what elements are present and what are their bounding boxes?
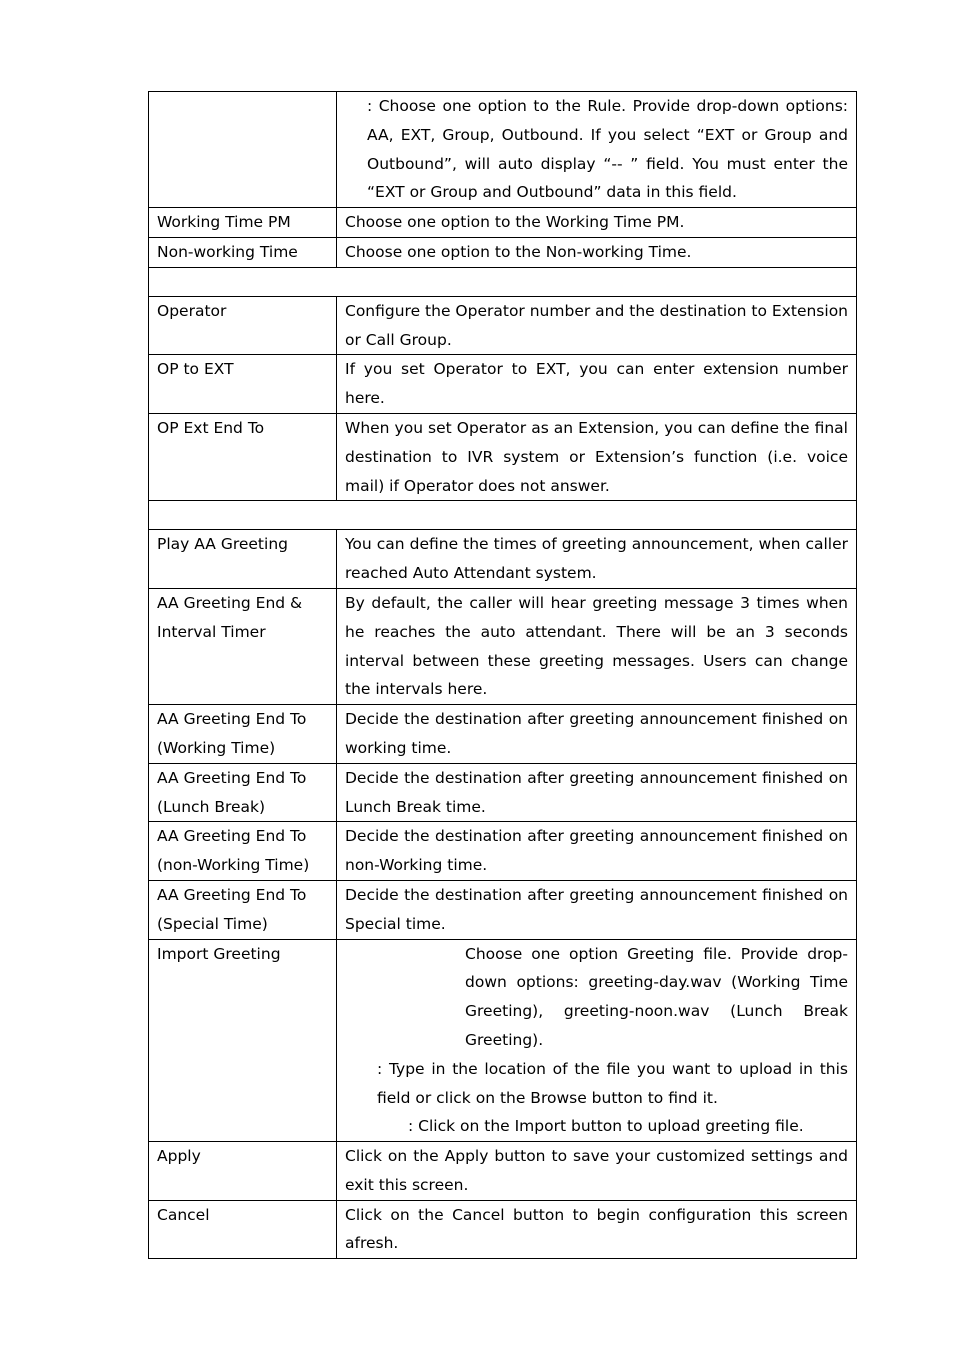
parameter-table [148, 91, 857, 1259]
table-row [149, 208, 857, 238]
description-cell: Decide the destination after greeting announcement finished on non-Working time. [337, 822, 857, 881]
description-paragraph: : Click on the Import button to upload greeting file. [408, 1117, 804, 1136]
description-cell [337, 92, 857, 208]
description-cell: Decide the destination after greeting announcement finished on Special time. [337, 880, 857, 939]
description-cell: Click on the Apply button to save your customized settings and exit this screen. [337, 1142, 857, 1201]
description-cell: Click on the Cancel button to begin configuration this screen afresh. [337, 1200, 857, 1259]
table-row [149, 1142, 857, 1201]
description-paragraph: : Type in the location of the file you want to upload in this field or click on the Browse button to find it. [377, 1059, 848, 1107]
table-row [149, 92, 857, 208]
term-cell: Working Time PM [149, 208, 337, 238]
term-cell: AA Greeting End To (Working Time) [149, 705, 337, 764]
term-cell: OP Ext End To [149, 413, 337, 500]
table-row [149, 939, 857, 1142]
table-row [149, 880, 857, 939]
table-row [149, 413, 857, 500]
description-cell: Choose one option to the Working Time PM. [337, 208, 857, 238]
description-cell: Decide the destination after greeting announcement finished on Lunch Break time. [337, 763, 857, 822]
term-cell: Operator [149, 296, 337, 355]
table-row [149, 705, 857, 764]
term-cell: AA Greeting End To (non-Working Time) [149, 822, 337, 881]
description-cell: Decide the destination after greeting announcement finished on working time. [337, 705, 857, 764]
table-row [149, 530, 857, 589]
term-cell: Non-working Time [149, 237, 337, 267]
table-row [149, 763, 857, 822]
term-cell: AA Greeting End To (Special Time) [149, 880, 337, 939]
term-cell: Import Greeting [149, 939, 337, 1142]
table-row [149, 822, 857, 881]
term-cell: OP to EXT [149, 355, 337, 414]
description-cell: If you set Operator to EXT, you can enter extension number here. [337, 355, 857, 414]
description-cell: Choose one option to the Non-working Time. [337, 237, 857, 267]
description-cell [337, 939, 857, 1142]
description-paragraph: : Choose one option to the Rule. Provide drop-down options: AA, EXT, Group, Outbound. If you select “EXT or Group and Outbound”, will auto display “-- ” field. You must enter the “EXT or Group and Outbound” data in this field. [367, 97, 848, 202]
table-row [149, 237, 857, 267]
blank-cell [149, 267, 857, 296]
table-row [149, 296, 857, 355]
description-cell: You can define the times of greeting announcement, when caller reached Auto Attendant system. [337, 530, 857, 589]
table-row [149, 355, 857, 414]
table-row [149, 1200, 857, 1259]
description-paragraph: Choose one option Greeting file. Provide drop-down options: greeting-day.wav (Working Time Greeting), greeting-noon.wav (Lunch Break Greeting). [465, 944, 848, 1049]
blank-cell [149, 501, 857, 530]
term-cell: Cancel [149, 1200, 337, 1259]
term-cell: Apply [149, 1142, 337, 1201]
section-separator-row [149, 267, 857, 296]
table-row [149, 588, 857, 704]
description-cell: When you set Operator as an Extension, you can define the final destination to IVR system or Extension’s function (i.e. voice mail) if Operator does not answer. [337, 413, 857, 500]
description-cell: Configure the Operator number and the destination to Extension or Call Group. [337, 296, 857, 355]
term-cell: AA Greeting End & Interval Timer [149, 588, 337, 704]
term-cell: AA Greeting End To (Lunch Break) [149, 763, 337, 822]
term-cell: Play AA Greeting [149, 530, 337, 589]
description-cell: By default, the caller will hear greeting message 3 times when he reaches the auto attendant. There will be an 3 seconds interval between these greeting messages. Users can change the intervals here. [337, 588, 857, 704]
term-cell [149, 92, 337, 208]
section-separator-row [149, 501, 857, 530]
